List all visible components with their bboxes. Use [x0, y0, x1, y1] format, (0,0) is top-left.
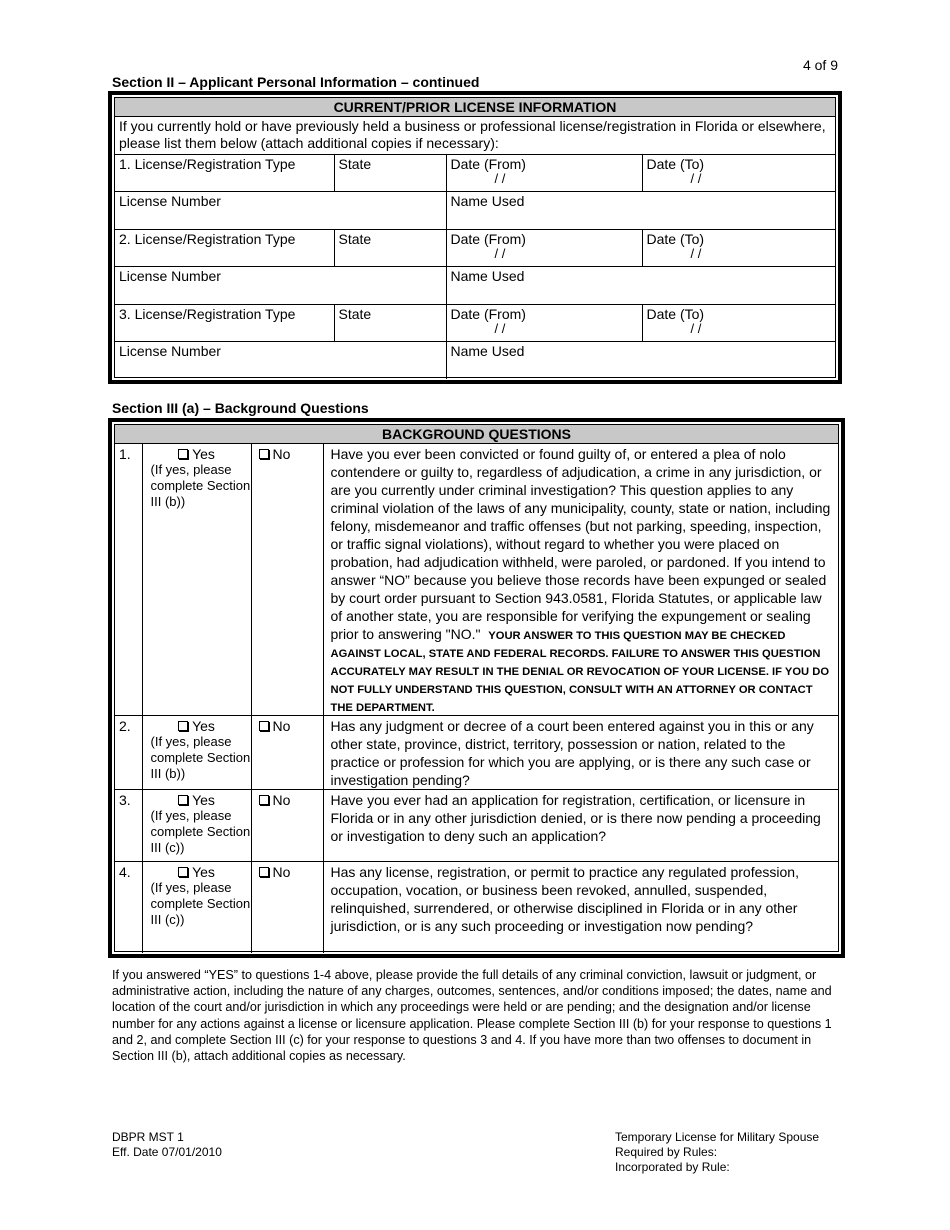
yes-label: Yes — [192, 792, 215, 808]
date-from-label: Date (From) — [450, 231, 526, 247]
license-intro-text: If you currently hold or have previously held a business or professional license/registration in Florida or elsewhere, please list them below (attach additional copies if necessary): — [115, 117, 835, 155]
date-slashes: / / — [690, 321, 702, 336]
name-used-field[interactable]: Name Used — [446, 267, 835, 305]
required-by-rules: Required by Rules: — [615, 1145, 718, 1159]
license-number-field[interactable]: License Number — [115, 267, 446, 305]
form-id: DBPR MST 1 — [112, 1130, 184, 1144]
name-used-field[interactable]: Name Used — [446, 342, 835, 380]
yes-label: Yes — [192, 446, 215, 462]
yes-instruction: (If yes, please complete Section III (b)) — [150, 462, 251, 509]
no-checkbox[interactable] — [259, 867, 269, 877]
yes-answer-instructions: If you answered “YES” to questions 1-4 above, please provide the full details of any criminal conviction, lawsuit or judgment, or administrative action, including the nature of any charges, outcomes, sentences, and/or conditions imposed; the dates, name and location of the court and/or jurisdiction in which any proceedings were held or are pending; and the designation and/or license number for any actions against a license or licensure application. Please complete Section III (b) for your response to questions 1 and 2, and complete Section III (c) for your response to questions 3 and 4. If you have more than two offenses to document in Section III (b), attach additional copies as necessary. — [112, 968, 832, 1064]
yes-instruction: (If yes, please complete Section III (c)) — [150, 880, 251, 927]
yes-label: Yes — [192, 718, 215, 734]
date-from-label: Date (From) — [450, 306, 526, 322]
question-text: Have you ever had an application for registration, certification, or licensure in Florida or in any other jurisdiction denied, or is there now pending a proceeding or investigation to deny such an application? — [323, 790, 838, 862]
license-entry-3-row — [115, 305, 835, 342]
no-label: No — [272, 864, 291, 880]
state-field[interactable]: State — [334, 155, 446, 192]
question-text: Has any license, registration, or permit to practice any regulated profession, occupation, vocation, or business been revoked, annulled, suspended, relinquished, surrendered, or otherwise disciplined in Florida or in any other jurisdiction, or is any such proceeding or investigation now pending? — [323, 862, 838, 953]
no-option[interactable] — [251, 444, 323, 716]
question-number: 1. — [115, 444, 142, 716]
no-label: No — [272, 718, 291, 734]
background-questions-table — [108, 418, 845, 958]
question-number: 4. — [115, 862, 142, 953]
date-slashes: / / — [494, 171, 506, 186]
background-table-header: BACKGROUND QUESTIONS — [115, 425, 838, 444]
license-entry-2-number-row — [115, 267, 835, 305]
question-text: Has any judgment or decree of a court been entered against you in this or any other state, province, district, territory, possession or nation, related to the practice or profession for which you are applying, or is there any such case or investigation pending? — [323, 716, 838, 790]
no-option[interactable] — [251, 716, 323, 790]
form-title: Temporary License for Military Spouse — [615, 1130, 820, 1144]
license-table-header: CURRENT/PRIOR LICENSE INFORMATION — [115, 98, 835, 117]
question-body: Have you ever been convicted or found guilty of, or entered a plea of nolo contendere or guilty to, regardless of adjudication, a crime in any jurisdiction, or are you currently under criminal investigation? This question applies to any criminal violation of the laws of any municipality, county, state or nation, including felony, misdemeanor and traffic offenses (but not parking, speeding, inspection, or traffic signal violations), without regard to whether you were placed on probation, had adjudication withheld, were paroled, or pardoned. If you intend to answer “NO” because you believe those records have been expunged or sealed by court order pursuant to Section 943.0581, Florida Statutes, or applicable law of another state, you are responsible for verifying the expungement or sealing prior to answering "NO." — [330, 446, 831, 642]
no-label: No — [272, 446, 291, 462]
yes-option[interactable] — [142, 444, 251, 716]
date-to-field[interactable] — [642, 230, 835, 267]
no-label: No — [272, 792, 291, 808]
page-number: 4 of 9 — [802, 57, 838, 73]
date-to-field[interactable] — [642, 155, 835, 192]
license-type-field[interactable]: 1. License/Registration Type — [115, 155, 334, 192]
license-number-field[interactable]: License Number — [115, 342, 446, 380]
question-row-1 — [115, 444, 838, 716]
question-row-4 — [115, 862, 838, 953]
date-slashes: / / — [690, 246, 702, 261]
yes-checkbox[interactable] — [178, 795, 188, 805]
state-field[interactable]: State — [334, 230, 446, 267]
date-from-label: Date (From) — [450, 156, 526, 172]
incorporated-by-rule: Incorporated by Rule: — [615, 1160, 730, 1174]
license-entry-2-row — [115, 230, 835, 267]
license-entry-3-number-row — [115, 342, 835, 380]
yes-checkbox[interactable] — [178, 721, 188, 731]
date-from-field[interactable] — [446, 230, 642, 267]
license-info-table — [108, 91, 842, 384]
name-used-field[interactable]: Name Used — [446, 192, 835, 230]
section-3a-title: Section III (a) – Background Questions — [112, 400, 369, 416]
footer-rule-info — [615, 1130, 819, 1175]
license-entry-1-number-row — [115, 192, 835, 230]
question-warning: YOUR ANSWER TO THIS QUESTION MAY BE CHECKED AGAINST LOCAL, STATE AND FEDERAL RECORDS. FAILURE TO ANSWER THIS QUESTION ACCURATELY MAY RESULT IN THE DENIAL OR REVOCATION OF YOUR LICENSE. IF YOU DO NOT FULLY UNDERSTAND THIS QUESTION, CONSULT WITH AN ATTORNEY OR CONTACT THE DEPARTMENT. — [330, 630, 830, 714]
date-to-field[interactable] — [642, 305, 835, 342]
question-text — [323, 444, 838, 716]
effective-date: Eff. Date 07/01/2010 — [112, 1145, 222, 1159]
date-to-label: Date (To) — [646, 306, 705, 322]
date-to-label: Date (To) — [646, 156, 705, 172]
yes-checkbox[interactable] — [178, 449, 188, 459]
yes-option[interactable] — [142, 862, 251, 953]
yes-checkbox[interactable] — [178, 867, 188, 877]
date-from-field[interactable] — [446, 155, 642, 192]
date-slashes: / / — [494, 321, 506, 336]
yes-option[interactable] — [142, 716, 251, 790]
yes-instruction: (If yes, please complete Section III (c)) — [150, 808, 251, 855]
license-number-field[interactable]: License Number — [115, 192, 446, 230]
date-from-field[interactable] — [446, 305, 642, 342]
question-row-3 — [115, 790, 838, 862]
yes-option[interactable] — [142, 790, 251, 862]
license-type-field[interactable]: 2. License/Registration Type — [115, 230, 334, 267]
date-slashes: / / — [494, 246, 506, 261]
no-checkbox[interactable] — [259, 721, 269, 731]
yes-instruction: (If yes, please complete Section III (b)) — [150, 734, 251, 781]
license-type-field[interactable]: 3. License/Registration Type — [115, 305, 334, 342]
no-option[interactable] — [251, 790, 323, 862]
date-to-label: Date (To) — [646, 231, 705, 247]
footer-form-info — [112, 1130, 222, 1160]
no-option[interactable] — [251, 862, 323, 953]
date-slashes: / / — [690, 171, 702, 186]
section-2-title: Section II – Applicant Personal Information – continued — [112, 74, 480, 90]
license-entry-1-row — [115, 155, 835, 192]
question-number: 2. — [115, 716, 142, 790]
no-checkbox[interactable] — [259, 795, 269, 805]
question-number: 3. — [115, 790, 142, 862]
no-checkbox[interactable] — [259, 449, 269, 459]
question-row-2 — [115, 716, 838, 790]
state-field[interactable]: State — [334, 305, 446, 342]
yes-label: Yes — [192, 864, 215, 880]
